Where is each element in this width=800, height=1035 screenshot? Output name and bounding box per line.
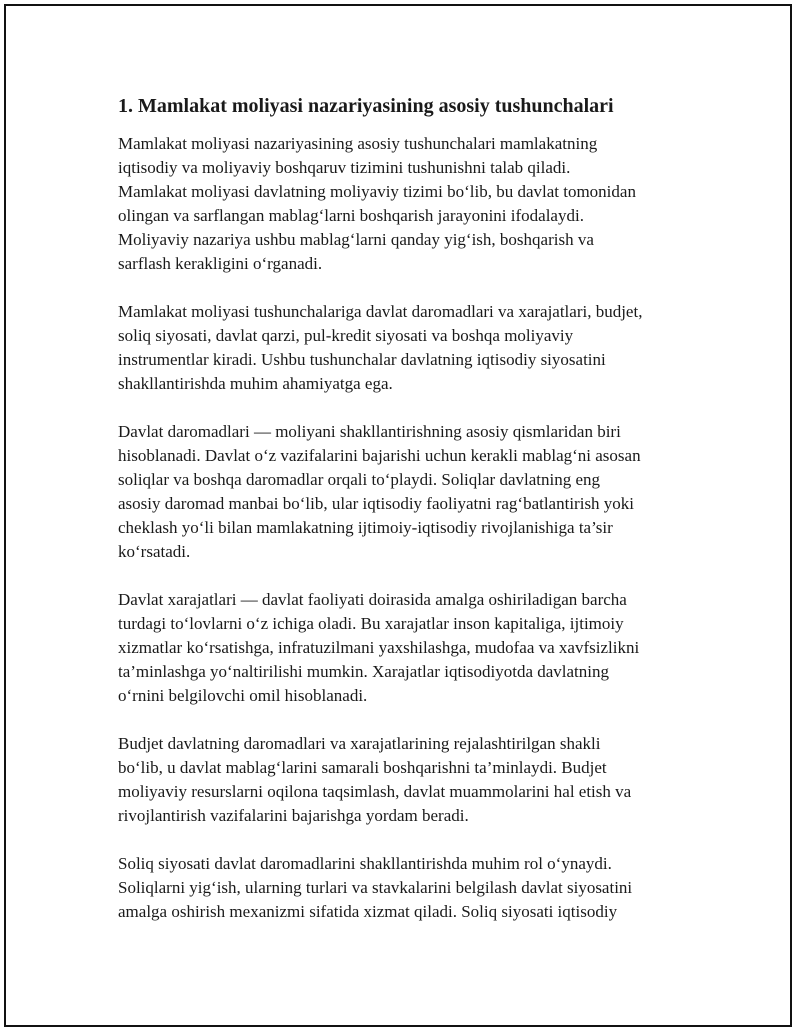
text-line: moliyaviy resurslarni oqilona taqsimlash, davlat muammolarini hal etish va bbox=[118, 782, 632, 801]
text-line: ta’minlashga yo‘naltirilishi mumkin. Xarajatlar iqtisodiyotda davlatning bbox=[118, 662, 610, 681]
text-line: soliqlar va boshqa daromadlar orqali to‘playdi. Soliqlar davlatning eng bbox=[118, 470, 601, 489]
paragraph-6 bbox=[118, 852, 698, 924]
text-line: bo‘lib, u davlat mablag‘larini samarali boshqarishni ta’minlaydi. Budjet bbox=[118, 758, 607, 777]
text-line: Davlat daromadlari — moliyani shakllantirishning asosiy qismlaridan biri bbox=[118, 422, 621, 441]
text-line: cheklash yo‘li bilan mamlakatning ijtimoiy-iqtisodiy rivojlanishiga ta’sir bbox=[118, 518, 613, 537]
paragraph-5 bbox=[118, 732, 698, 828]
text-line: olingan va sarflangan mablag‘larni boshqarish jarayonini ifodalaydi. bbox=[118, 206, 584, 225]
text-line: asosiy daromad manbai bo‘lib, ular iqtisodiy faoliyatni rag‘batlantirish yoki bbox=[118, 494, 635, 513]
text-line: iqtisodiy va moliyaviy boshqaruv tizimini tushunishni talab qiladi. bbox=[118, 158, 571, 177]
paragraph-1 bbox=[118, 132, 698, 276]
text-line: Davlat xarajatlari — davlat faoliyati doirasida amalga oshiriladigan barcha bbox=[118, 590, 627, 609]
text-line: soliq siyosati, davlat qarzi, pul-kredit siyosati va boshqa moliyaviy bbox=[118, 326, 574, 345]
text-line: hisoblanadi. Davlat o‘z vazifalarini bajarishi uchun kerakli mablag‘ni asosan bbox=[118, 446, 641, 465]
paragraph-2 bbox=[118, 300, 698, 396]
text-line: shakllantirishda muhim ahamiyatga ega. bbox=[118, 374, 393, 393]
text-line: Soliqlarni yig‘ish, ularning turlari va stavkalarini belgilash davlat siyosatini bbox=[118, 878, 633, 897]
text-line: o‘rnini belgilovchi omil hisoblanadi. bbox=[118, 686, 368, 705]
text-line: Mamlakat moliyasi nazariyasining asosiy tushunchalari mamlakatning bbox=[118, 134, 598, 153]
text-line: ko‘rsatadi. bbox=[118, 542, 191, 561]
paragraph-3 bbox=[118, 420, 698, 564]
text-line: Soliq siyosati davlat daromadlarini shakllantirishda muhim rol o‘ynaydi. bbox=[118, 854, 612, 873]
text-line: Moliyaviy nazariya ushbu mablag‘larni qanday yig‘ish, boshqarish va bbox=[118, 230, 594, 249]
text-line: instrumentlar kiradi. Ushbu tushunchalar davlatning iqtisodiy siyosatini bbox=[118, 350, 606, 369]
text-line: sarflash kerakligini o‘rganadi. bbox=[118, 254, 323, 273]
text-line: Mamlakat moliyasi davlatning moliyaviy tizimi bo‘lib, bu davlat tomonidan bbox=[118, 182, 636, 201]
text-line: Budjet davlatning daromadlari va xarajatlarining rejalashtirilgan shakli bbox=[118, 734, 601, 753]
text-line: Mamlakat moliyasi tushunchalariga davlat daromadlari va xarajatlari, budjet, bbox=[118, 302, 643, 321]
text-line: xizmatlar ko‘rsatishga, infratuzilmani yaxshilashga, mudofaa va xavfsizlikni bbox=[118, 638, 640, 657]
text-line: turdagi to‘lovlarni o‘z ichiga oladi. Bu xarajatlar inson kapitaliga, ijtimoiy bbox=[118, 614, 624, 633]
section-heading: 1. Mamlakat moliyasi nazariyasining asosiy tushunchalari bbox=[118, 95, 614, 117]
text-line: amalga oshirish mexanizmi sifatida xizmat qiladi. Soliq siyosati iqtisodiy bbox=[118, 902, 618, 921]
paragraph-4 bbox=[118, 588, 698, 708]
document-body bbox=[118, 92, 698, 948]
text-line: rivojlantirish vazifalarini bajarishga yordam beradi. bbox=[118, 806, 469, 825]
